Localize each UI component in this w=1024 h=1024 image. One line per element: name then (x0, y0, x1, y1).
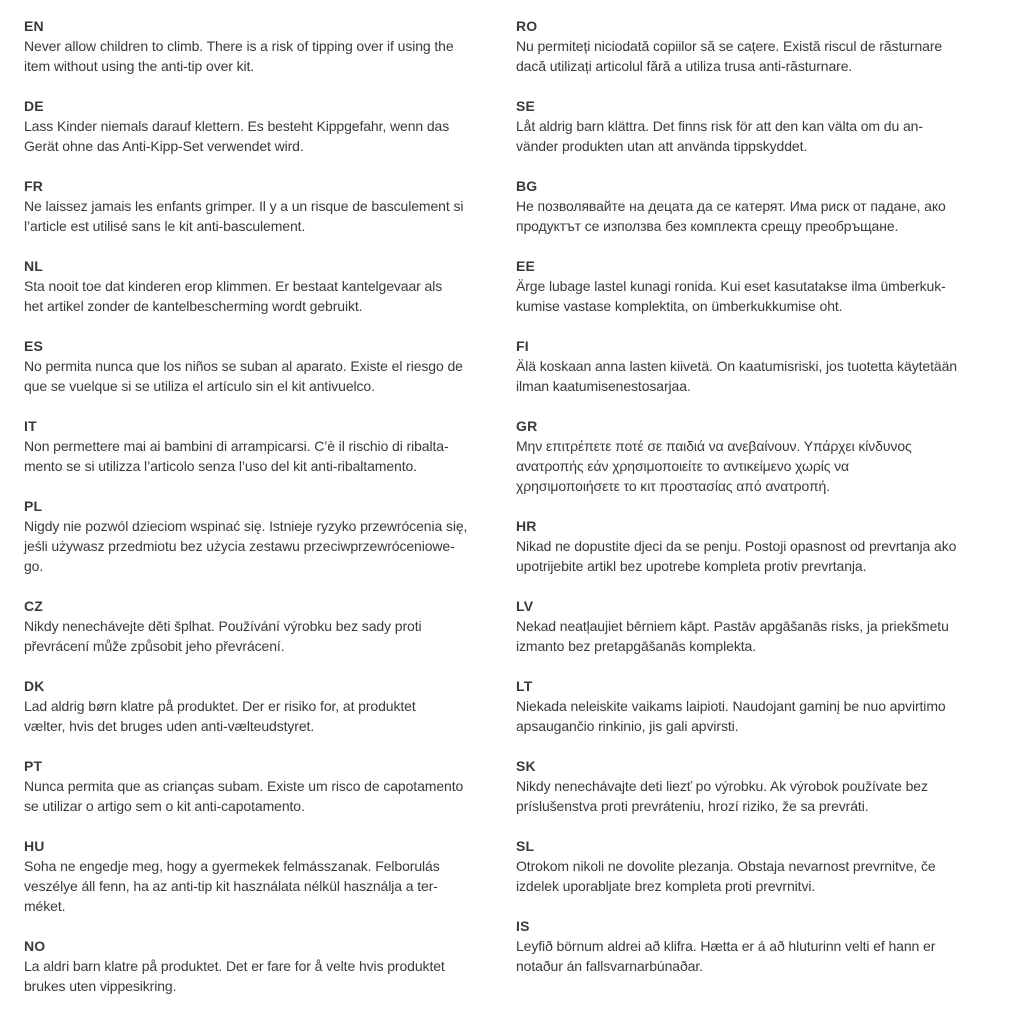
warning-text-line: La aldri barn klatre på produktet. Det er fare for å velte hvis produktet (24, 958, 445, 974)
language-entry-bg (516, 176, 1008, 236)
language-entry-fi (516, 336, 1008, 396)
language-code: EN (24, 18, 44, 34)
warning-text-line: veszélye áll fenn, ha az anti-tip kit használata nélkül használja a ter- (24, 878, 438, 894)
language-code: GR (516, 418, 538, 434)
language-code: NO (24, 938, 46, 954)
warning-text-line: Nikdy nenechávejte děti šplhat. Používání výrobku bez sady proti (24, 618, 422, 634)
language-entry-se (516, 96, 1008, 156)
warning-text-line: Never allow children to climb. There is a risk of tipping over if using the (24, 38, 454, 54)
language-entry-dk (24, 676, 516, 736)
warning-text-line: ilman kaatumisenestosarjaa. (516, 378, 691, 394)
language-code: IT (24, 418, 37, 434)
warning-text-line: het artikel zonder de kantelbescherming wordt gebruikt. (24, 298, 363, 314)
warning-text-line: go. (24, 558, 44, 574)
language-code: HR (516, 518, 537, 534)
language-entry-lv (516, 596, 1008, 656)
language-entry-is (516, 916, 1008, 976)
language-code: IS (516, 918, 530, 934)
warning-text-line: vänder produkten utan att använda tippskyddet. (516, 138, 808, 154)
language-code: LV (516, 598, 534, 614)
language-code: HU (24, 838, 45, 854)
warning-text-line: dacă utilizați articolul fără a utiliza trusa anti-răsturnare. (516, 58, 853, 74)
warning-text-line: χρησιμοποιήσετε το κιτ προστασίας από ανατροπή. (516, 478, 831, 494)
warning-text-line: Ne laissez jamais les enfants grimper. Il y a un risque de basculement si (24, 198, 464, 214)
language-entry-lt (516, 676, 1008, 736)
language-entry-no (24, 936, 516, 996)
warning-text-line: Sta nooit toe dat kinderen erop klimmen. Er bestaat kantelgevaar als (24, 278, 443, 294)
right-column (516, 16, 1008, 1024)
language-code: BG (516, 178, 538, 194)
language-entry-it (24, 416, 516, 476)
language-code: ES (24, 338, 44, 354)
warning-text-line: Ärge lubage lastel kunagi ronida. Kui eset kasutatakse ilma ümberkuk- (516, 278, 946, 294)
language-entry-cz (24, 596, 516, 656)
language-code: FI (516, 338, 529, 354)
warning-text-line: Lad aldrig børn klatre på produktet. Der er risiko for, at produktet (24, 698, 416, 714)
warning-text-line: ανατροπής εάν χρησιμοποιείτε το αντικείμενο χωρίς να (516, 458, 850, 474)
left-column (24, 16, 516, 1024)
warning-text-line: kumise vastase komplektita, on ümberkukkumise oht. (516, 298, 843, 314)
language-code: FR (24, 178, 44, 194)
warning-text-line: notaður án fallsvarnarbúnaðar. (516, 958, 703, 974)
warning-text-line: Lass Kinder niemals darauf klettern. Es besteht Kippgefahr, wenn das (24, 118, 450, 134)
warning-text-line: No permita nunca que los niños se suban al aparato. Existe el riesgo de (24, 358, 463, 374)
warning-text-line: Soha ne engedje meg, hogy a gyermekek felmásszanak. Felborulás (24, 858, 440, 874)
warning-text-line: se utilizar o artigo sem o kit anti-capotamento. (24, 798, 305, 814)
language-entry-es (24, 336, 516, 396)
language-code: SE (516, 98, 536, 114)
language-entry-en (24, 16, 516, 76)
warning-text-line: méket. (24, 898, 66, 914)
warning-text-line: Älä koskaan anna lasten kiivetä. On kaatumisriski, jos tuotetta käytetään (516, 358, 957, 374)
warning-text-line: Non permettere mai ai bambini di arrampicarsi. C’è il rischio di ribalta- (24, 438, 449, 454)
language-entry-sk (516, 756, 1008, 816)
warning-text-line: vælter, hvis det bruges uden anti-vælteudstyret. (24, 718, 315, 734)
warning-text-line: Nikad ne dopustite djeci da se penju. Postoji opasnost od prevrtanja ako (516, 538, 957, 554)
language-code: NL (24, 258, 44, 274)
warning-text-line: Nikdy nenechávajte deti liezť po výrobku. Ak výrobok používate bez (516, 778, 928, 794)
language-code: PL (24, 498, 43, 514)
language-entry-pt (24, 756, 516, 816)
warning-text-line: item without using the anti-tip over kit. (24, 58, 255, 74)
warning-text-line: Låt aldrig barn klättra. Det finns risk för att den kan välta om du an- (516, 118, 923, 134)
warning-text-line: Niekada neleiskite vaikams laipioti. Naudojant gaminį be nuo apvirtimo (516, 698, 946, 714)
language-entry-de (24, 96, 516, 156)
language-code: SK (516, 758, 536, 774)
language-entry-ro (516, 16, 1008, 76)
language-code: DK (24, 678, 45, 694)
warning-text-line: l’article est utilisé sans le kit anti-basculement. (24, 218, 306, 234)
warning-text-line: Leyfið börnum aldrei að klifra. Hætta er á að hluturinn velti ef hann er (516, 938, 936, 954)
language-code: CZ (24, 598, 44, 614)
warning-text-line: Nunca permita que as crianças subam. Existe um risco de capotamento (24, 778, 464, 794)
warning-text-line: продуктът се използва без комплекта срещу преобръщане. (516, 218, 899, 234)
language-entry-pl (24, 496, 516, 576)
language-entry-ee (516, 256, 1008, 316)
warning-text-line: Nigdy nie pozwól dzieciom wspinać się. Istnieje ryzyko przewrócenia się, (24, 518, 468, 534)
warning-text-line: brukes uten vippesikring. (24, 978, 177, 994)
language-code: PT (24, 758, 43, 774)
warning-text-line: apsaugančio rinkinio, jis gali apvirsti. (516, 718, 739, 734)
warning-text-line: Nekad neatļaujiet bērniem kāpt. Pastāv apgāšanās risks, ja priekšmetu (516, 618, 949, 634)
warning-text-line: izdelek uporabljate brez kompleta proti prevrnitvi. (516, 878, 816, 894)
warning-text-line: převrácení může způsobit jeho převrácení. (24, 638, 285, 654)
language-code: RO (516, 18, 538, 34)
warning-text-line: mento se si utilizza l’articolo senza l’uso del kit anti-ribaltamento. (24, 458, 417, 474)
language-code: EE (516, 258, 536, 274)
warning-text-line: Nu permiteți niciodată copiilor să se cațere. Există riscul de răsturnare (516, 38, 943, 54)
warning-text-line: izmanto bez pretapgāšanās komplekta. (516, 638, 756, 654)
language-entry-hr (516, 516, 1008, 576)
language-code: LT (516, 678, 533, 694)
language-entry-gr (516, 416, 1008, 496)
language-entry-hu (24, 836, 516, 916)
language-entry-sl (516, 836, 1008, 896)
language-entry-nl (24, 256, 516, 316)
language-entry-fr (24, 176, 516, 236)
warning-text-line: Gerät ohne das Anti-Kipp-Set verwendet wird. (24, 138, 304, 154)
language-code: SL (516, 838, 535, 854)
warning-text-line: Μην επιτρέπετε ποτέ σε παιδιά να ανεβαίνουν. Υπάρχει κίνδυνος (516, 438, 912, 454)
warning-text-line: Otrokom nikoli ne dovolite plezanja. Obstaja nevarnost prevrnitve, če (516, 858, 936, 874)
warning-text-line: upotrijebite artikl bez upotrebe kompleta protiv prevrtanja. (516, 558, 867, 574)
language-code: DE (24, 98, 44, 114)
warning-text-line: jeśli używasz przedmiotu bez użycia zestawu przeciwprzewróceniowe- (24, 538, 455, 554)
warning-text-line: Не позволявайте на децата да се катерят. Има риск от падане, ако (516, 198, 946, 214)
warning-text-line: príslušenstva proti prevráteniu, hrozí riziko, že sa prevráti. (516, 798, 869, 814)
warning-text-line: que se vuelque si se utiliza el artículo sin el kit antivuelco. (24, 378, 375, 394)
